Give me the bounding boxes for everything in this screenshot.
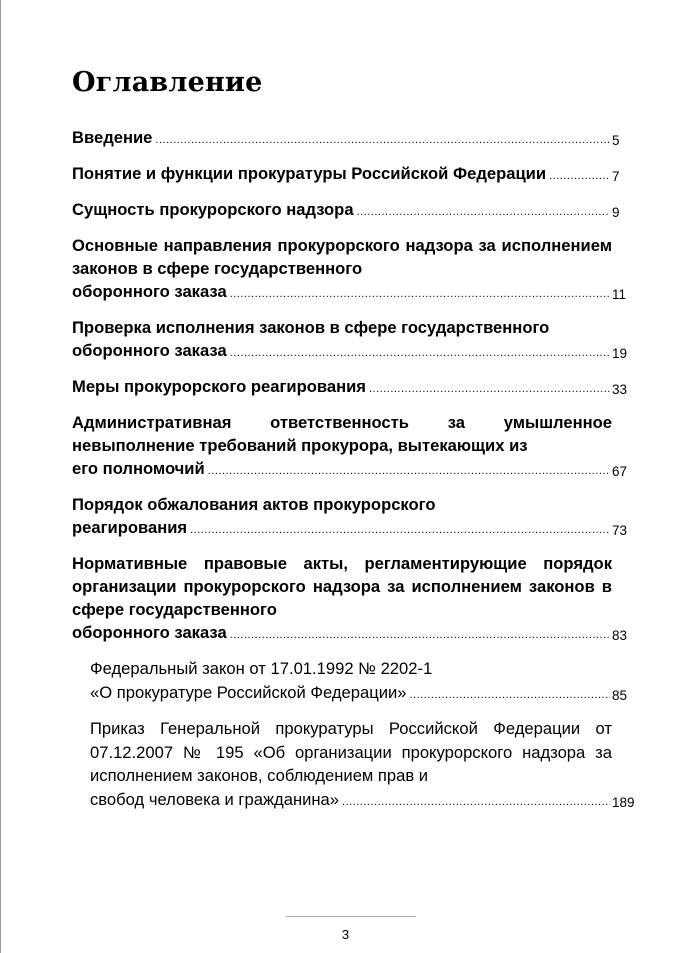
- toc-entry-leader-line: [72, 280, 612, 306]
- toc-entry[interactable]: [72, 198, 646, 224]
- toc-entry[interactable]: [90, 717, 646, 814]
- toc-entry-leader-line: [90, 681, 612, 708]
- dot-leader: [208, 460, 610, 483]
- toc-entry-title-end: оборонного заказа: [72, 282, 227, 301]
- toc-page-number: 5: [612, 133, 620, 148]
- dot-leader: [230, 624, 610, 647]
- dot-leader: [549, 165, 610, 188]
- toc-entry-title-end: оборонного заказа: [72, 623, 227, 642]
- toc-page-number: 33: [612, 382, 628, 397]
- toc-entry-title-end: Меры прокурорского реагирования: [72, 377, 366, 396]
- toc-page-number: 11: [612, 287, 627, 302]
- toc-entry[interactable]: [72, 493, 646, 542]
- toc-entry[interactable]: [72, 162, 646, 188]
- toc-entry-title: Федеральный закон от 17.01.1992 № 2202-1: [90, 659, 433, 678]
- toc-entry-leader-line: [72, 162, 612, 188]
- toc-entry[interactable]: [90, 657, 646, 707]
- toc-entry[interactable]: [72, 126, 646, 152]
- dot-leader: [369, 378, 610, 401]
- toc-entry-title: Нормативные правовые акты, регламентирующие порядок организации прокурорского надзора за исполнением законов в сфере государственного: [72, 554, 612, 619]
- toc-entry-leader-line: [72, 516, 612, 542]
- toc-entry[interactable]: [72, 552, 646, 647]
- dot-leader: [230, 342, 610, 365]
- footer-page-number: 3: [341, 927, 350, 942]
- toc-page-number: 189: [612, 795, 635, 810]
- toc-page-number: 7: [612, 169, 620, 184]
- toc-page-number: 85: [612, 688, 628, 703]
- toc-entry-leader-line: [72, 457, 612, 483]
- toc-entry-title-end: Понятие и функции прокуратуры Российской Федерации: [72, 164, 547, 183]
- toc-entry-title-end: свобод человека и гражданина»: [90, 789, 340, 809]
- toc-entry-title: Порядок обжалования актов прокурорского: [72, 495, 436, 514]
- toc-page-number: 83: [612, 628, 628, 643]
- toc-entry-title-end: «О прокуратуре Российской Федерации»: [90, 682, 407, 702]
- toc-entry[interactable]: [72, 411, 646, 483]
- toc-entry-title-end: Введение: [72, 128, 153, 147]
- table-of-contents: [72, 126, 646, 824]
- toc-entry-title-end: реагирования: [72, 518, 188, 537]
- toc-entry-title: Основные направления прокурорского надзора за исполнением законов в сфере государственного: [72, 236, 612, 278]
- toc-entry-title: Проверка исполнения законов в сфере государственного: [72, 318, 550, 337]
- dot-leader: [155, 129, 610, 152]
- toc-entry-title: Административная ответственность за умышленное невыполнение требований прокурора, вытекающих из: [72, 413, 612, 455]
- toc-entry-title-end: оборонного заказа: [72, 341, 227, 360]
- toc-entry-title-end: Сущность прокурорского надзора: [72, 200, 354, 219]
- toc-entry-leader-line: [72, 126, 612, 152]
- toc-entry[interactable]: [72, 375, 646, 401]
- toc-entry-leader-line: [72, 198, 612, 224]
- dot-leader: [409, 684, 610, 708]
- toc-page-number: 19: [612, 346, 628, 361]
- page-left-border: [0, 0, 1, 953]
- dot-leader: [357, 201, 610, 224]
- toc-page-number: 9: [612, 205, 620, 220]
- toc-page-number: 73: [612, 523, 628, 538]
- toc-entry-leader-line: [72, 339, 612, 365]
- dot-leader: [190, 519, 610, 542]
- toc-title: Оглавление: [72, 67, 263, 98]
- toc-entry[interactable]: [72, 234, 646, 306]
- footer-divider: [286, 916, 416, 917]
- toc-entry-leader-line: [90, 788, 612, 815]
- dot-leader: [342, 791, 610, 815]
- toc-entry-leader-line: [72, 621, 612, 647]
- toc-entry-title-end: его полномочий: [72, 459, 205, 478]
- toc-entry-title: Приказ Генеральной прокуратуры Российской Федерации от 07.12.2007 № 195 «Об организации прокурорского надзора за исполнением законов, соблюдением прав и: [90, 719, 612, 785]
- toc-entry-leader-line: [72, 375, 612, 401]
- toc-page-number: 67: [612, 464, 628, 479]
- toc-entry[interactable]: [72, 316, 646, 365]
- dot-leader: [230, 283, 610, 306]
